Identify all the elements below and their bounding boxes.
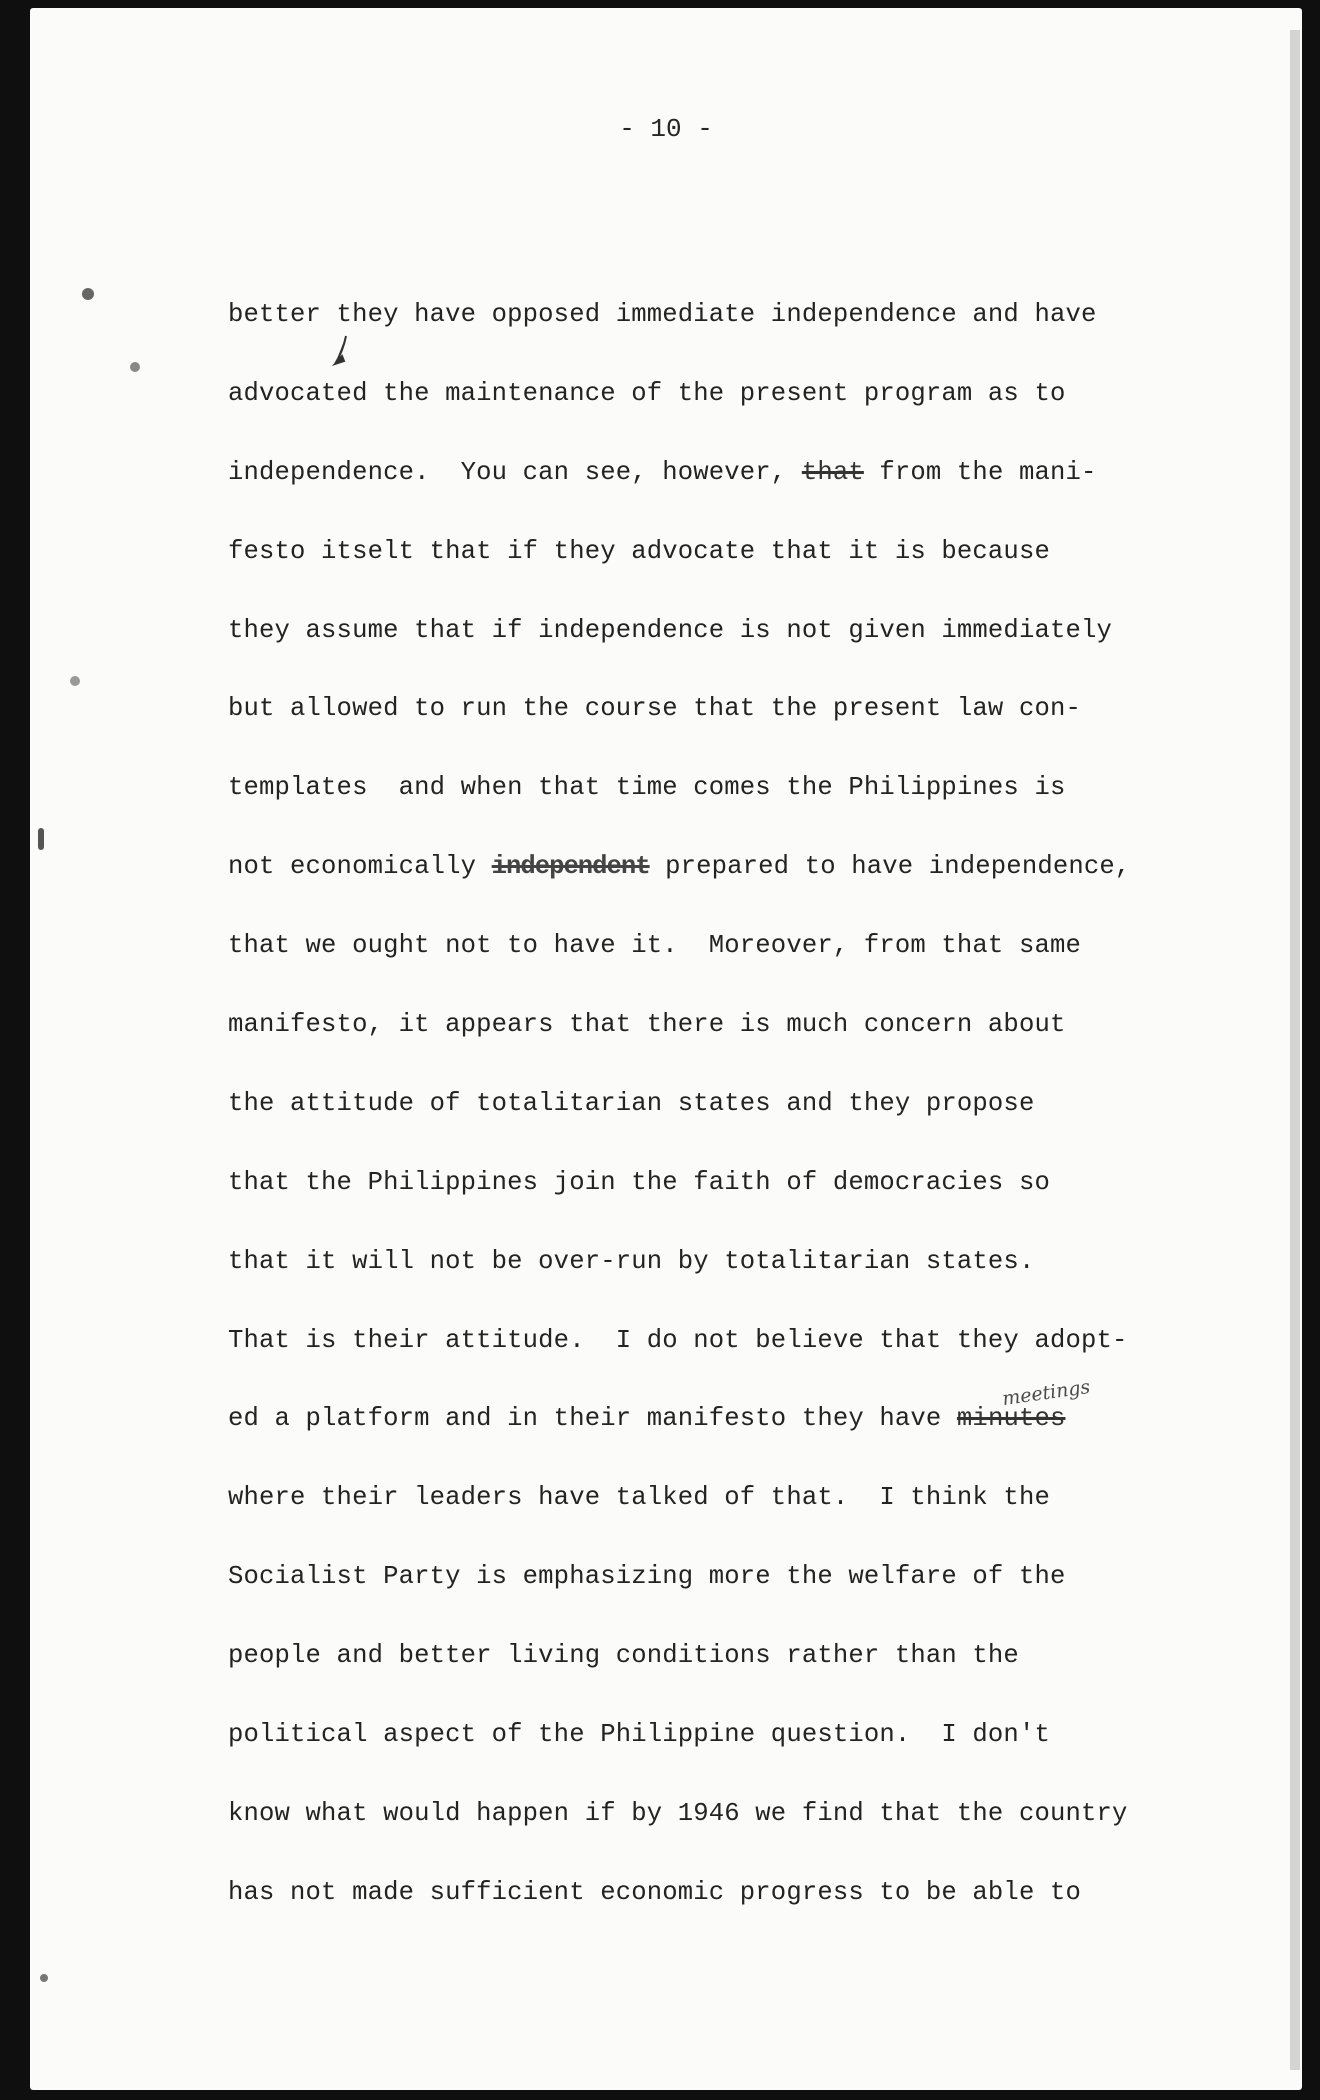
text-line-13: that it will not be over-run by totalitarian states.: [228, 1246, 1035, 1276]
text-line-19: political aspect of the Philippine question. I don't: [228, 1720, 1050, 1750]
text-line-17: Socialist Party is emphasizing more the welfare of the: [228, 1562, 1066, 1592]
text-line-7: templates and when that time comes the Philippines is: [228, 773, 1066, 803]
text-line-8-tail: prepared to have independence,: [649, 852, 1131, 882]
text-line-12: that the Philippines join the faith of democracies so: [228, 1167, 1050, 1197]
text-line-11: the attitude of totalitarian states and they propose: [228, 1088, 1035, 1118]
scan-speck: [82, 288, 94, 300]
page-number: - 10 -: [619, 114, 713, 144]
scan-speck: [38, 828, 44, 850]
text-line-6: but allowed to run the course that the present law con-: [228, 694, 1081, 724]
text-line-18: people and better living conditions rather than the: [228, 1641, 1019, 1671]
text-line-10: manifesto, it appears that there is much concern about: [228, 1010, 1066, 1040]
text-line-1: better they have opposed immediate independence and have: [228, 300, 1097, 329]
scan-speck: [40, 1974, 48, 1982]
struck-word-minutes: minutes: [956, 1404, 1066, 1434]
text-line-16: where their leaders have talked of that. I think the: [228, 1483, 1050, 1513]
handwritten-insertion: meetings: [1000, 1375, 1092, 1411]
text-line-3: [228, 446, 1228, 525]
scan-speck: [130, 362, 140, 372]
text-line-14: That is their attitude. I do not believe that they adopt-: [228, 1325, 1128, 1355]
text-line-15-head: ed a platform and in their manifesto they have: [228, 1404, 957, 1434]
struck-word-independent: independent: [491, 852, 650, 882]
text-line-20: know what would happen if by 1946 we find that the country: [228, 1798, 1128, 1828]
body-text: [228, 288, 1228, 1945]
text-line-5: they assume that if independence is not given immediately: [228, 615, 1112, 645]
struck-word-that: that: [801, 457, 864, 487]
text-line-9: that we ought not to have it. Moreover, from that same: [228, 931, 1081, 961]
page-edge-shadow: [1290, 30, 1300, 2070]
text-line-21: has not made sufficient economic progress to be able to: [228, 1877, 1081, 1907]
text-line-2: advocated the maintenance of the present program as to: [228, 378, 1066, 408]
text-line-15: [228, 1392, 1228, 1471]
document-page: [30, 8, 1302, 2090]
text-line-4: festo itselt that if they advocate that it is because: [228, 536, 1050, 566]
text-line-3-head: independence. You can see, however,: [228, 457, 802, 487]
text-line-8: [228, 840, 1228, 919]
scan-speck: [70, 676, 80, 686]
caret-mark-icon: [332, 334, 356, 368]
text-line-3-tail: from the mani-: [863, 457, 1097, 487]
text-line-8-head: not economically: [228, 852, 492, 882]
